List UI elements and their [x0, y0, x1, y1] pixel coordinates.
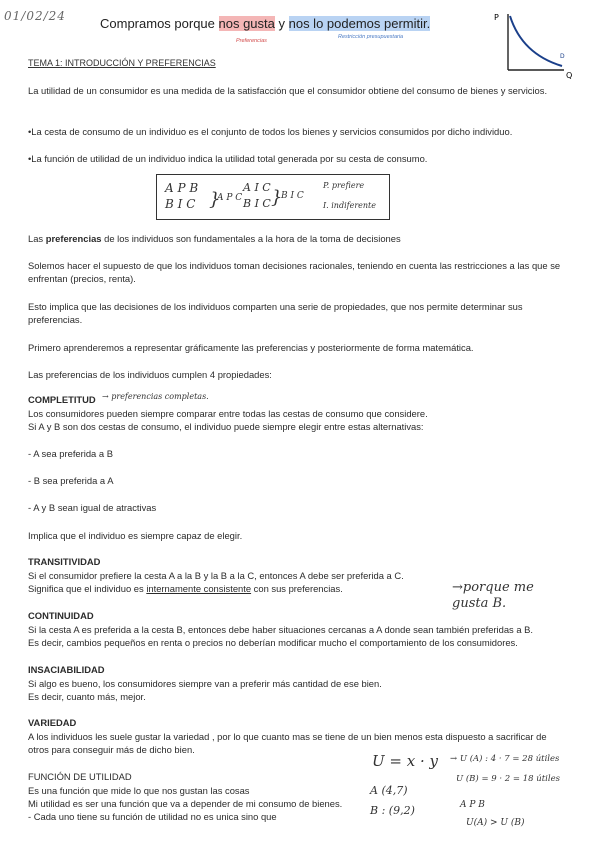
completitud-opt2: - B sea preferida a A [28, 475, 114, 486]
funcion-l3: - Cada uno tiene su función de utilidad no es unica sino que [28, 811, 277, 822]
box-apb: A P B [165, 181, 199, 195]
box-apc: A P C [217, 193, 243, 203]
continuidad-l1: Si la cesta A es preferida a la cesta B, entonces debe haber situaciones cercanas a A donde sean también preferidas a B. [28, 624, 534, 635]
cesta-a: A (4,7) [370, 784, 408, 797]
section-title: TEMA 1: INTRODUCCIÓN Y PREFERENCIAS [28, 58, 216, 68]
box-prefiere: P. prefiere [323, 181, 365, 190]
comparacion-utilidad: U(A) > U (B) [466, 818, 525, 828]
x-axis-label: Q [566, 71, 573, 80]
box-indiferente: I. indiferente [323, 201, 376, 210]
box-bic-3: B I C [281, 191, 304, 201]
paragraph-propiedades: Las preferencias de los individuos cumplen 4 propiedades: [28, 369, 272, 380]
title-highlight-blue: nos lo podemos permitir. [288, 16, 431, 31]
utilidad-a: → U (A) : 4 · 7 = 28 útiles [450, 754, 560, 764]
completitud-l2: Si A y B son dos cestas de consumo, el individuo puede siempre elegir entre estas alternativas: [28, 421, 424, 432]
completitud-l1: Los consumidores pueden siempre comparar entre todas las cestas de consumo que considere. [28, 408, 428, 419]
paragraph-primero: Primero aprenderemos a representar gráficamente las preferencias y posteriormente de forma matemática. [28, 342, 474, 353]
transitividad-l2-underlined: internamente consistente [146, 583, 252, 594]
funcion-l1: Es una función que mide lo que nos gustan las cosas [28, 785, 250, 796]
box-brace-2: } [271, 187, 283, 208]
preference-box [156, 174, 390, 220]
demand-sketch [484, 6, 584, 82]
transitividad-l2-post: con sus preferencias. [251, 583, 343, 594]
note-porque-me-gusta: →porque me gusta B. [452, 580, 534, 611]
date-handwritten: 01/02/24 [4, 9, 66, 23]
transitividad-l2-pre: Significa que el individuo es [28, 583, 147, 594]
a-prefiere-b: A P B [460, 800, 485, 810]
title-pre: Compramos porque [100, 16, 219, 31]
paragraph-implica: Esto implica que las decisiones de los individuos comparten una serie de propiedades, que nos permite determinar sus preferencias. [28, 301, 523, 325]
completitud-opt1: - A sea preferida a B [28, 448, 113, 459]
completitud-opt3: - A y B sean igual de atractivas [28, 502, 157, 513]
box-aic: A I C [243, 181, 271, 194]
y-axis-label: P [494, 13, 499, 22]
variedad-l1: A los individuos les suele gustar la variedad , por lo que cuanto mas se tiene de un bien menos esta dispuesto a sacrificar de otros para conseguir más de dicho bien. [28, 731, 547, 755]
demand-curve [510, 16, 562, 66]
title-mid: y [274, 16, 289, 31]
note-completas: → preferencias completas. [102, 392, 209, 401]
completitud-l3: Implica que el individuo es siempre capaz de elegir. [28, 530, 243, 541]
note-restriccion: Restricción presupuestaria [338, 34, 404, 40]
heading-variedad: VARIEDAD [28, 717, 77, 728]
heading-funcion-utilidad: FUNCIÓN DE UTILIDAD [28, 771, 132, 782]
paragraph-utilidad: La utilidad de un consumidor es una medida de la satisfacción que el consumidor obtiene del consumo de bienes y servicios. [28, 85, 548, 96]
cesta-b: B : (9,2) [370, 804, 415, 817]
page-title [100, 16, 430, 31]
p4-pre: Las [28, 233, 46, 244]
paragraph-funcion: •La función de utilidad de un individuo indica la utilidad total generada por su cesta de consumo. [28, 153, 428, 164]
box-bic-2: B I C [243, 197, 271, 210]
box-bic: B I C [165, 197, 196, 211]
formula-utilidad: U = x · y [372, 752, 438, 770]
insaciabilidad-l1: Si algo es bueno, los consumidores siempre van a preferir más cantidad de ese bien. [28, 678, 382, 689]
title-highlight-red: nos gusta [218, 16, 275, 31]
heading-continuidad: CONTINUIDAD [28, 610, 94, 621]
box-brace-1: } [209, 189, 221, 210]
paragraph-cesta: •La cesta de consumo de un individuo es el conjunto de todos los bienes y servicios consumidos por dicho individuo. [28, 126, 513, 137]
continuidad-l2: Es decir, cambios pequeños en renta o precios no deberían modificar mucho el comportamiento de los consumidores. [28, 637, 518, 648]
paragraph-preferencias [28, 232, 568, 245]
insaciabilidad-l2: Es decir, cuanto más, mejor. [28, 691, 146, 702]
curve-label: D [560, 53, 565, 60]
funcion-l2: Mi utilidad es ser una función que va a depender de mi consumo de bienes. [28, 798, 343, 809]
note-preferencias: Preferencias [236, 38, 267, 44]
heading-completitud: COMPLETITUD [28, 394, 96, 405]
heading-insaciabilidad: INSACIABILIDAD [28, 664, 105, 675]
transitividad-l1: Si el consumidor prefiere la cesta A a la B y la B a la C, entonces A debe ser preferida a C. [28, 570, 404, 581]
heading-transitividad: TRANSITIVIDAD [28, 556, 101, 567]
p4-bold: preferencias [45, 233, 102, 244]
p4-post: de los individuos son fundamentales a la hora de la toma de decisiones [101, 233, 401, 244]
paragraph-supuesto: Solemos hacer el supuesto de que los individuos toman decisiones racionales, teniendo en cuenta las restricciones a las que se enfrentan (precios, renta). [28, 260, 561, 284]
utilidad-b: U (B) = 9 · 2 = 18 útiles [456, 774, 560, 784]
